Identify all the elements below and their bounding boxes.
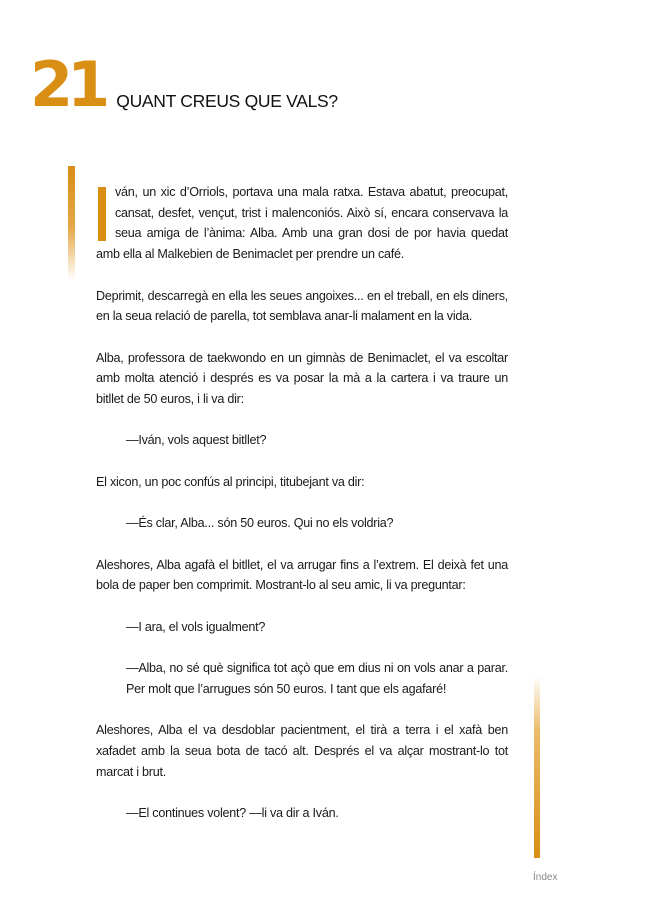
dialogue-2: —És clar, Alba... són 50 euros. Qui no els voldria?	[126, 516, 394, 531]
dialogue-5: —El continues volent? —li va dir a Iván.	[126, 805, 339, 820]
dialogue-1: —Iván, vols aquest bitllet?	[126, 433, 267, 448]
paragraph-6: Aleshores, Alba el va desdoblar pacientment, el tirà a terra i el xafà ben xafadet amb la seua bota de tacó alt. Després el va alçar mostrant-lo tot marcat i brut.	[96, 723, 508, 779]
dialogue-4: —Alba, no sé què significa tot açò que em dius ni on vols anar a parar. Per molt que l’arrugues són 50 euros. I tant que els agafaré!	[126, 661, 508, 696]
chapter-header	[30, 48, 338, 121]
drop-cap-initial	[98, 187, 106, 241]
chapter-number: 21	[30, 48, 105, 121]
paragraph-5: Aleshores, Alba agafà el bitllet, el va arrugar fins a l’extrem. El deixà fet una bola de paper ben comprimit. Mostrant-lo al seu amic, li va preguntar:	[96, 557, 508, 593]
dialogue-3: —I ara, el vols igualment?	[126, 619, 266, 634]
paragraph-1	[96, 182, 508, 265]
paragraph-1-text: ván, un xic d’Orriols, portava una mala ratxa. Estava abatut, preocupat, cansat, desfet, vençut, trist i malenconiós. Això sí, encara conservava la seua amiga de l’ànima: Alba. Amb una gran dosi de por havia quedat amb ella al Malkebien de Benimaclet per prendre un café.	[96, 185, 508, 262]
paragraph-4: El xicon, un poc confús al principi, titubejant va dir:	[96, 474, 365, 489]
chapter-title: QUANT CREUS QUE VALS?	[116, 91, 338, 111]
story-body	[96, 182, 508, 844]
left-accent-bar	[68, 166, 75, 280]
index-link[interactable]: Índex	[533, 872, 558, 883]
paragraph-3: Alba, professora de taekwondo en un gimnàs de Benimaclet, el va escoltar amb molta atenció i després es va posar la mà a la cartera i va traure un bitllet de 50 euros, i li va dir:	[96, 350, 508, 406]
right-accent-bar	[534, 676, 540, 858]
paragraph-2: Deprimit, descarregà en ella les seues angoixes... en el treball, en els diners, en la seua relació de parella, tot semblava anar-li malament en la vida.	[96, 288, 508, 324]
